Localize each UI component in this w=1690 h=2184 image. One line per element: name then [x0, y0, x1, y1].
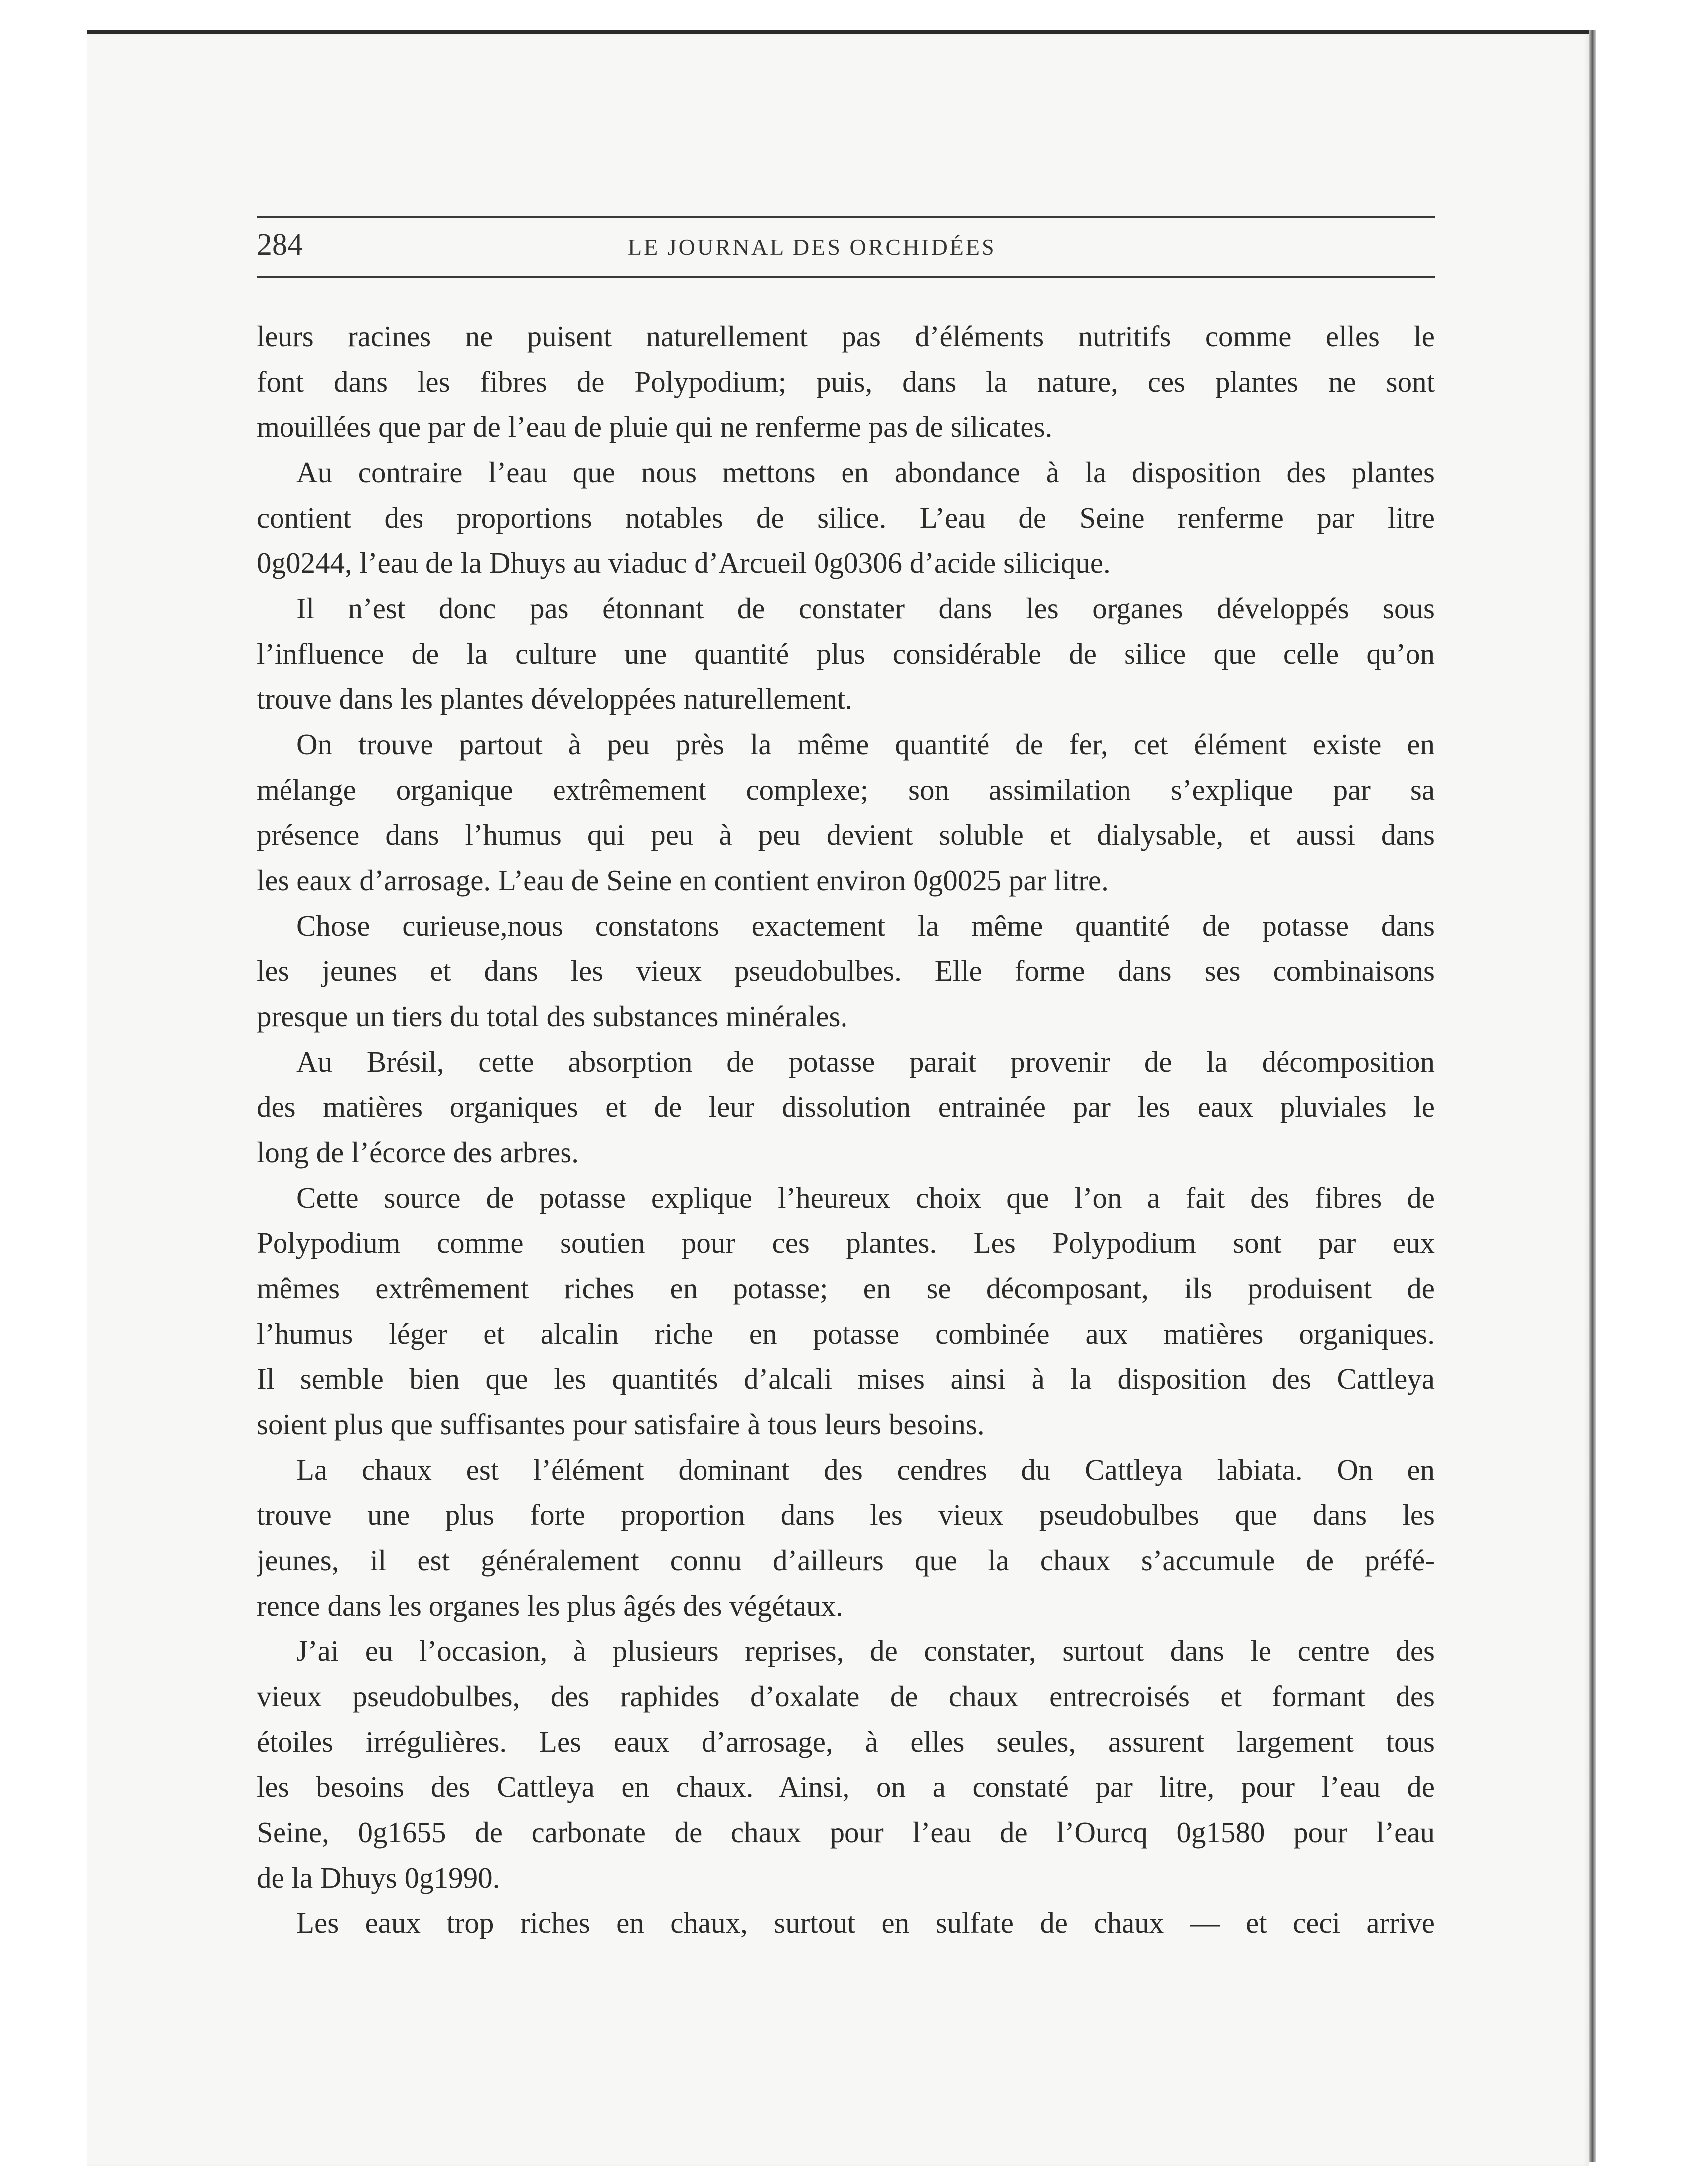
text-line: étoiles irrégulières. Les eaux d’arrosage, à elles seules, assurent largement tous	[257, 1725, 1435, 1758]
text-line: Polypodium comme soutien pour ces plantes. Les Polypodium sont par eux	[257, 1227, 1435, 1259]
text-line: présence dans l’humus qui peu à peu devient soluble et dialysable, et aussi dans	[257, 819, 1435, 851]
text-line: mêmes extrêmement riches en potasse; en se décomposant, ils produisent de	[257, 1272, 1435, 1305]
text-line: Cette source de potasse explique l’heureux choix que l’on a fait des fibres de	[296, 1181, 1435, 1214]
header-rule-top	[257, 216, 1435, 218]
text-line: 0g0244, l’eau de la Dhuys au viaduc d’Arcueil 0g0306 d’acide silicique.	[257, 546, 1111, 579]
text-line: J’ai eu l’occasion, à plusieurs reprises, de constater, surtout dans le centre des	[296, 1635, 1435, 1667]
page-number: 284	[257, 228, 303, 262]
header-rule-bottom	[257, 276, 1435, 278]
text-line: leurs racines ne puisent naturellement pas d’éléments nutritifs comme elles le	[257, 320, 1435, 353]
text-line: long de l’écorce des arbres.	[257, 1136, 579, 1169]
text-line: Chose curieuse,nous constatons exactement la même quantité de potasse dans	[296, 909, 1435, 942]
text-line: l’influence de la culture une quantité plus considérable de silice que celle qu’on	[257, 637, 1435, 670]
text-line: de la Dhuys 0g1990.	[257, 1861, 500, 1894]
running-title: LE JOURNAL DES ORCHIDÉES	[628, 234, 996, 260]
text-line: presque un tiers du total des substances minérales.	[257, 1000, 848, 1033]
text-line: Il semble bien que les quantités d’alcali mises ainsi à la disposition des Cattleya	[257, 1363, 1435, 1395]
text-line: Seine, 0g1655 de carbonate de chaux pour l’eau de l’Ourcq 0g1580 pour l’eau	[257, 1816, 1435, 1849]
text-line: mélange organique extrêmement complexe; son assimilation s’explique par sa	[257, 773, 1435, 806]
text-line: vieux pseudobulbes, des raphides d’oxalate de chaux entrecroisés et formant des	[257, 1680, 1435, 1713]
text-line: l’humus léger et alcalin riche en potasse combinée aux matières organiques.	[257, 1317, 1435, 1350]
text-line: trouve dans les plantes développées naturellement.	[257, 682, 852, 715]
text-line: contient des proportions notables de silice. L’eau de Seine renferme par litre	[257, 501, 1435, 534]
text-line: trouve une plus forte proportion dans les vieux pseudobulbes que dans les	[257, 1499, 1435, 1531]
text-line: rence dans les organes les plus âgés des végétaux.	[257, 1589, 843, 1622]
text-line: Au Brésil, cette absorption de potasse parait provenir de la décomposition	[296, 1045, 1435, 1078]
text-line: On trouve partout à peu près la même quantité de fer, cet élément existe en	[296, 728, 1435, 761]
text-line: les jeunes et dans les vieux pseudobulbes. Elle forme dans ses combinaisons	[257, 955, 1435, 987]
body-text	[257, 314, 1435, 1946]
text-line: les eaux d’arrosage. L’eau de Seine en contient environ 0g0025 par litre.	[257, 864, 1109, 897]
text-line: Au contraire l’eau que nous mettons en abondance à la disposition des plantes	[296, 456, 1435, 489]
page-edge-shadow	[1589, 30, 1596, 2162]
text-line: font dans les fibres de Polypodium; puis, dans la nature, ces plantes ne sont	[257, 365, 1435, 398]
text-line: mouillées que par de l’eau de pluie qui ne renferme pas de silicates.	[257, 410, 1053, 443]
text-line: les besoins des Cattleya en chaux. Ainsi, on a constaté par litre, pour l’eau de	[257, 1771, 1435, 1803]
text-line: des matières organiques et de leur dissolution entrainée par les eaux pluviales le	[257, 1091, 1435, 1123]
text-line: Les eaux trop riches en chaux, surtout en sulfate de chaux — et ceci arrive	[296, 1907, 1435, 1939]
text-line: jeunes, il est généralement connu d’ailleurs que la chaux s’accumule de préfé-	[257, 1544, 1435, 1577]
text-line: La chaux est l’élément dominant des cendres du Cattleya labiata. On en	[296, 1453, 1435, 1486]
text-line: Il n’est donc pas étonnant de constater dans les organes développés sous	[296, 592, 1435, 625]
text-line: soient plus que suffisantes pour satisfaire à tous leurs besoins.	[257, 1408, 985, 1441]
